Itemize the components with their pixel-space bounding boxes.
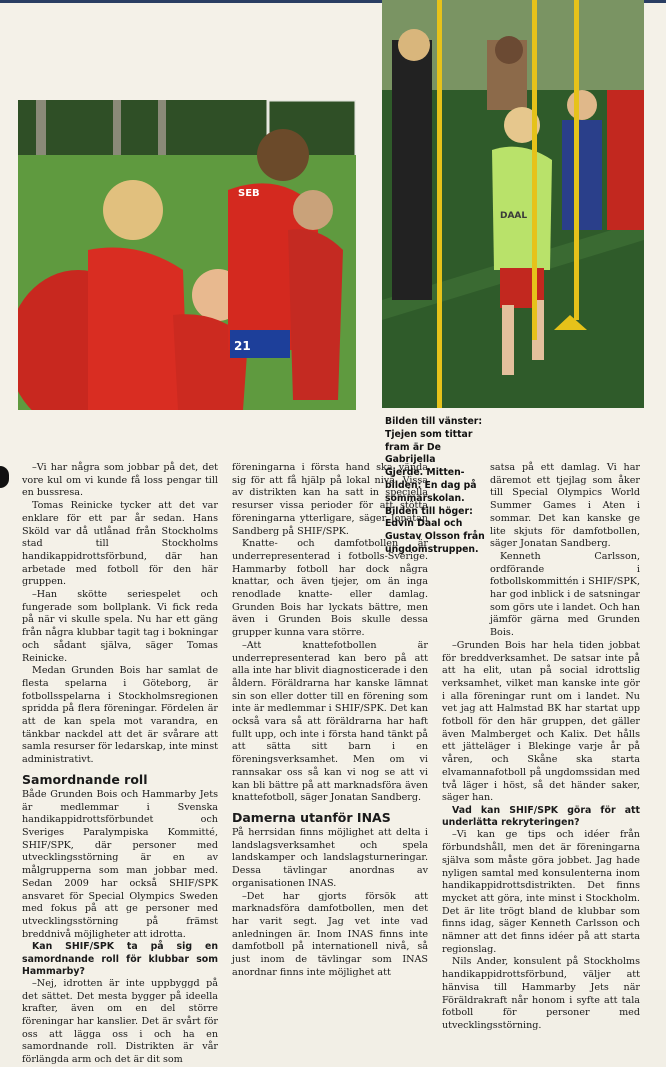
- paragraph: –Han skötte seriespelet och fungerade som bollplank. Vi fick reda på när vi skulle spela. Nu har ett gäng från några klubbar tagit tag i bokningar och sådant själva, säger Tomas Reinicke.: [22, 589, 218, 664]
- caption-line: sommarskolan.: [385, 492, 465, 504]
- article-column-1: [22, 462, 218, 1067]
- paragraph: –Att knattefotbollen är underrepresenterad kan bero på att alla inte har blivit diagnosticerade i den åldern. Föräldrarna har kanske lämnat sin son eller dotter till en förening som inte är medlemmar i SHIF/SPK. Det kan också vara så att föräldrarna har haft fullt upp, och inte i första hand tänkt på att sätta sitt barn i en föreningsverksamhet. Men om vi rannsakar oss så kan vi nog se att vi kan bli bättre på att marknadsföra även knattefotboll, säger Jonatan Sandberg.: [232, 639, 428, 804]
- paragraph: –Grunden Bois har hela tiden jobbat för breddverksamhet. De satsar inte på att ha elit, utan på social idrottslig verksamhet, vilket man kanske inte gör i alla föreningar runt om i landet. Nu vet jag att Halmstad BK har startat upp fotboll för den här gruppen, det gäller även Malmberget och Kalix. Det hålls ett jätteläger i Blekinge varje år på våren, och Skåne ska starta elvamannafotboll på ungdomssidan med två läger i höst, så det händer saker, säger han.: [442, 639, 640, 804]
- jersey-number: 21: [234, 339, 251, 353]
- section-heading: Samordnande roll: [22, 771, 148, 787]
- caption-line: Bilden till vänster:: [385, 416, 483, 427]
- paragraph: Kenneth Carlsson, ordförande i fotbollskommittén i SHIF/SPK, har god inblick i de satsningar som görs ute i landet. Och han jämför gärna med Grunden Bois.: [490, 550, 640, 639]
- article-column-2: [232, 462, 428, 979]
- photo-girls-illustration: [18, 100, 356, 410]
- start-marker: [0, 466, 9, 488]
- caption-line: Tjejen som tittar: [385, 428, 473, 440]
- photo-kids-training: [382, 0, 644, 408]
- paragraph: Tomas Reinicke tycker att det var enklare för ett par år sedan. Hans Sköld var då utlånad från Stockholms stad till Stockholms handikappidrottsförbund, där han arbetade med fotboll för den här gruppen.: [22, 500, 218, 588]
- article-column-3: [442, 462, 640, 1033]
- paragraph: På herrsidan finns möjlighet att delta i landslagsverksamhet och spela landskamper och landslagsturneringar. Dessa tävlingar anordnas av organisationen INAS.: [232, 826, 428, 889]
- paragraph: –Nej, idrotten är inte uppbyggd på det sättet. Det mesta bygger på ideella krafter, även om en del större föreningar har kanslier. Det är svårt för oss att lägga oss i och ha en samordnande roll. Distrikten är vår förlängda arm och det är dit som: [22, 977, 218, 1066]
- paragraph: –Det har gjorts försök att marknadsföra damfotbollen, men det har varit segt. Jag vet inte vad anledningen är. Inom INAS finns inte damfotboll på internationell nivå, så just inom de tävlingar som INAS anordnar finns inte möjlighet att: [232, 890, 428, 978]
- paragraph: föreningarna i första hand ska vända sig för att få hjälp på lokal nivå. Vissa av distrikten kan ha satt in speciella resurser vissa perioder för att stötta föreningarna ytterligare, säger Jonatan Sandberg på SHIF/SPK.: [232, 462, 428, 537]
- interview-question: Kan SHIF/SPK ta på sig en samordnande roll för klubbar som Hammarby?: [22, 941, 218, 977]
- vest-name-text: DAAL: [500, 211, 528, 221]
- photo-kids-illustration: [382, 0, 644, 408]
- paragraph: –Vi har några som jobbar på det, det vore kul om vi kunde få loss pengar till en bussresa.: [22, 462, 218, 499]
- caption-line: fram är De Gabrijella: [385, 441, 441, 466]
- paragraph: Knatte- och damfotbollen är underrepresenterad i fotbolls-Sverige. Hammarby fotboll har dock några knattar, och även tjejer, om än inga renodlade knatte- eller damlag. Grunden Bois har lyckats bättre, men även i Grunden Bois skulle dessa grupper kunna vara större.: [232, 538, 428, 639]
- caption-line: bilden: En dag på: [385, 479, 477, 491]
- interview-question: Vad kan SHIF/SPK göra för att underlätta rekryteringen?: [442, 804, 640, 829]
- section-heading: Damerna utanför INAS: [232, 809, 391, 825]
- jersey-sponsor-text: SEB: [238, 188, 260, 199]
- caption-line: Bilden till höger:: [385, 505, 473, 517]
- paragraph: –Vi kan ge tips och idéer från förbundshåll, men det är föreningarna själva som måste göra jobbet. Jag hade nyligen samtal med konsulenterna inom handikappidrottsdistrikten. Det finns mycket att göra, inte minst i Stockholm. Det är lite trögt bland de klubbar som finns idag, säger Kenneth Carlsson och nämner att det finns idéer på att starta regionslag.: [442, 829, 640, 955]
- paragraph: satsa på ett damlag. Vi har däremot ett tjejlag som åker till Special Olympics World Summer Games i Aten i sommar. Det kan kanske ge lite skjuts för damfotbollen, säger Jonatan Sandberg.: [490, 462, 640, 550]
- caption-line: Gjerde. Mitten-: [385, 467, 465, 479]
- paragraph: Både Grunden Bois och Hammarby Jets är medlemmar i Svenska handikappidrottsförbundet och Sveriges Paralympiska Kommitté, SHIF/SPK, där personer med utvecklingsstörning är en av målgrupperna som man jobbar med. Sedan 2009 har också SHIF/SPK ansvaret för Special Olympics Sweden med fokus på att ge personer med utvecklingsstörning på främst breddnivå möjligheter att idrotta.: [22, 788, 218, 940]
- paragraph: Nils Ander, konsulent på Stockholms handikappidrottsförbund, väljer att hänvisa till Hammarby Jets när Föräldrakraft når honom i syfte att tala fotboll för personer med utvecklingsstörning.: [442, 956, 640, 1031]
- photo-girls-football: [18, 100, 356, 410]
- caption-line: Gustav Olsson från: [385, 531, 485, 543]
- caption-line: Edvin Daal och: [385, 518, 463, 530]
- caption-line: ungdomstruppen.: [385, 543, 479, 555]
- paragraph: Medan Grunden Bois har samlat de flesta spelarna i Göteborg, är fotbollsspelarna i Stockholmsregionen spridda på flera föreningar. Fördelen är att de kan spela mot varandra, en tänkbar nackdel att det är svårare att samla resurser för ledarskap, inte minst administrativt.: [22, 665, 218, 766]
